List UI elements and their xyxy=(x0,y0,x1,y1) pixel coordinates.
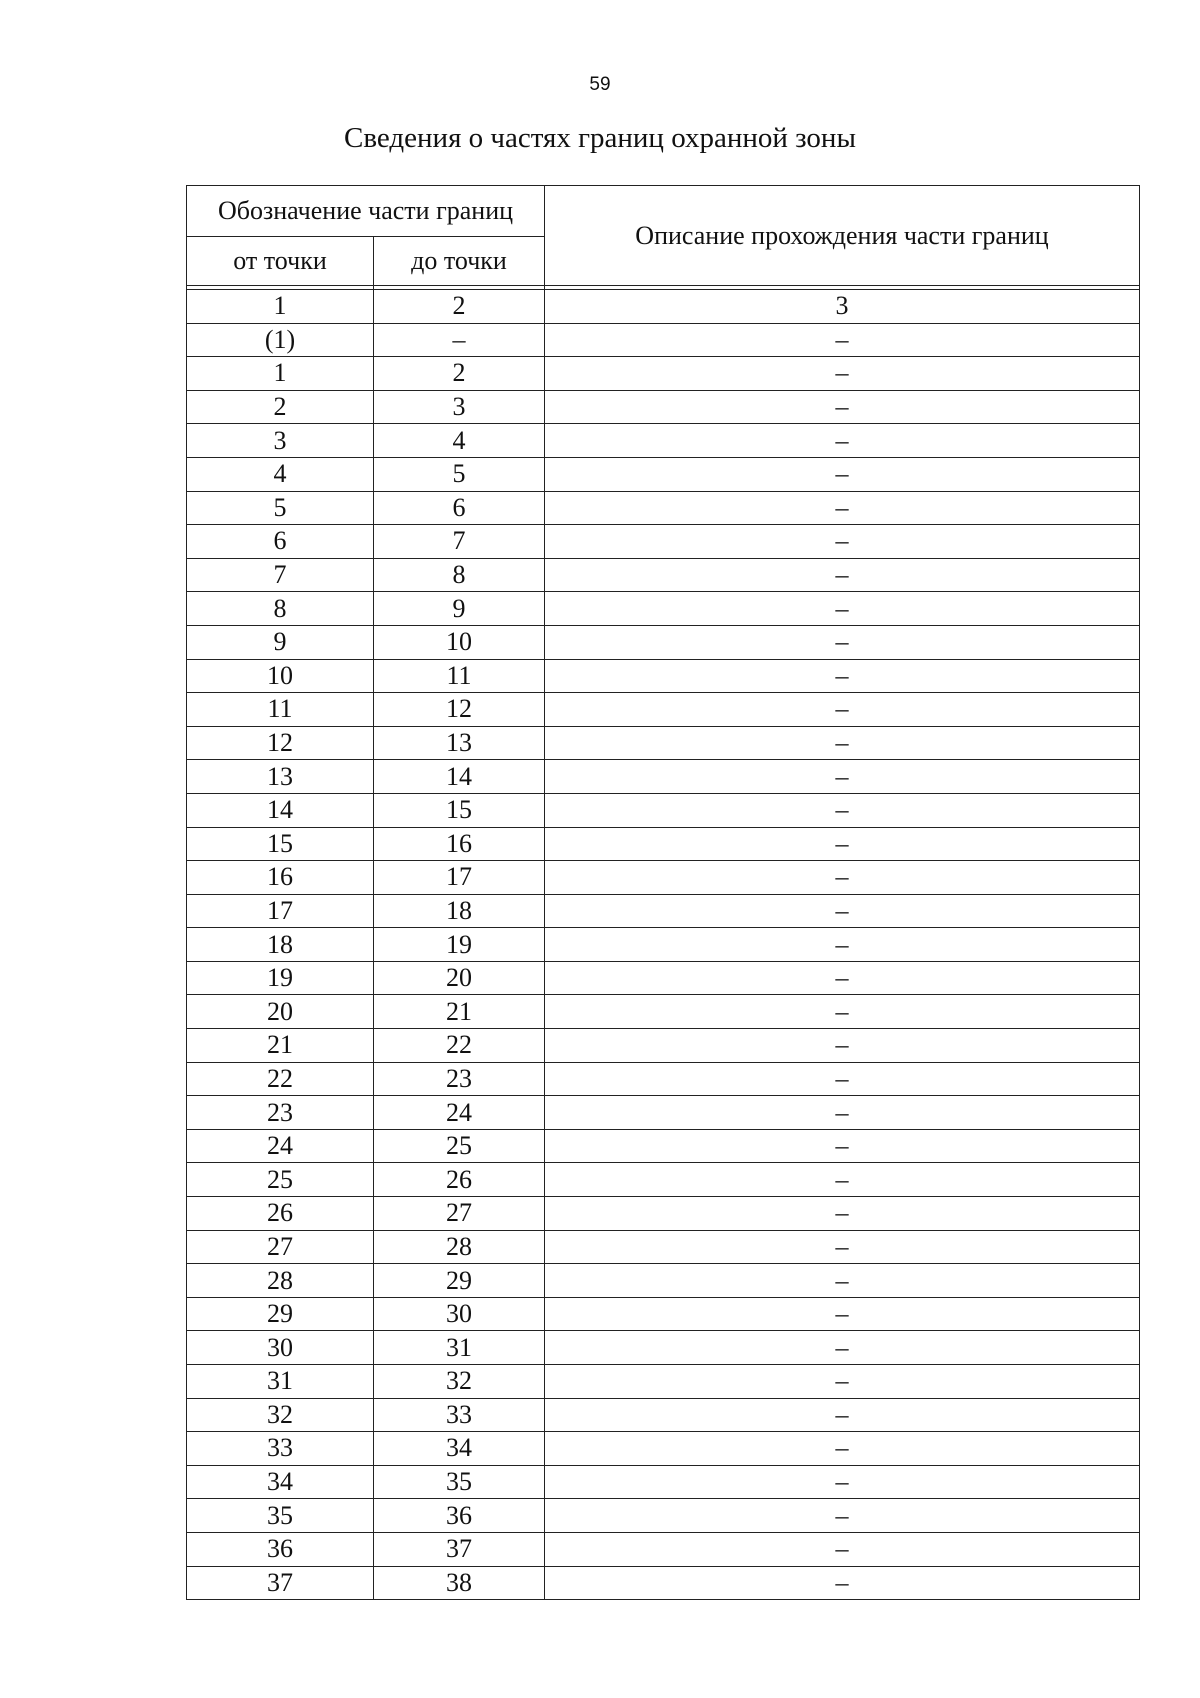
cell-from-point: 22 xyxy=(187,1062,374,1096)
cell-from-point: 36 xyxy=(187,1532,374,1566)
cell-from-point: 10 xyxy=(187,659,374,693)
cell-description: – xyxy=(545,928,1140,962)
cell-from-point: 33 xyxy=(187,1432,374,1466)
cell-to-point: 38 xyxy=(374,1566,545,1600)
header-from-point: от точки xyxy=(187,237,374,286)
table-row xyxy=(187,1398,1140,1432)
cell-from-point: 17 xyxy=(187,894,374,928)
table-row xyxy=(187,659,1140,693)
cell-to-point: 33 xyxy=(374,1398,545,1432)
cell-to-point: 19 xyxy=(374,928,545,962)
cell-description: – xyxy=(545,357,1140,391)
cell-from-point: (1) xyxy=(187,323,374,357)
table-row xyxy=(187,1499,1140,1533)
cell-description: – xyxy=(545,1365,1140,1399)
header-to-point: до точки xyxy=(374,237,545,286)
cell-to-point: 10 xyxy=(374,625,545,659)
table-row xyxy=(187,1566,1140,1600)
cell-to-point: 18 xyxy=(374,894,545,928)
cell-to-point: 36 xyxy=(374,1499,545,1533)
cell-from-point: 1 xyxy=(187,290,374,324)
cell-from-point: 20 xyxy=(187,995,374,1029)
cell-to-point: 15 xyxy=(374,793,545,827)
table-row xyxy=(187,424,1140,458)
cell-description: – xyxy=(545,1096,1140,1130)
cell-to-point: 8 xyxy=(374,558,545,592)
table-row xyxy=(187,1062,1140,1096)
table-row xyxy=(187,357,1140,391)
cell-to-point: 34 xyxy=(374,1432,545,1466)
cell-from-point: 28 xyxy=(187,1264,374,1298)
table-row xyxy=(187,1297,1140,1331)
cell-from-point: 4 xyxy=(187,457,374,491)
cell-description: – xyxy=(545,995,1140,1029)
cell-to-point: 12 xyxy=(374,693,545,727)
table-row xyxy=(187,1532,1140,1566)
table-row xyxy=(187,928,1140,962)
cell-from-point: 25 xyxy=(187,1163,374,1197)
cell-description: – xyxy=(545,961,1140,995)
cell-from-point: 35 xyxy=(187,1499,374,1533)
table-row xyxy=(187,1365,1140,1399)
cell-from-point: 6 xyxy=(187,525,374,559)
table-row xyxy=(187,525,1140,559)
cell-description: – xyxy=(545,323,1140,357)
cell-description: – xyxy=(545,1129,1140,1163)
cell-to-point: 31 xyxy=(374,1331,545,1365)
cell-to-point: 17 xyxy=(374,861,545,895)
table-row xyxy=(187,290,1140,324)
header-boundary-part-designation: Обозначение части границ xyxy=(187,186,545,237)
cell-from-point: 9 xyxy=(187,625,374,659)
cell-from-point: 3 xyxy=(187,424,374,458)
cell-from-point: 31 xyxy=(187,1365,374,1399)
cell-description: – xyxy=(545,760,1140,794)
cell-from-point: 37 xyxy=(187,1566,374,1600)
cell-description: – xyxy=(545,1264,1140,1298)
cell-to-point: 2 xyxy=(374,357,545,391)
table-row xyxy=(187,1163,1140,1197)
table-row xyxy=(187,390,1140,424)
cell-to-point: 5 xyxy=(374,457,545,491)
table-row xyxy=(187,1197,1140,1231)
cell-to-point: 2 xyxy=(374,290,545,324)
cell-from-point: 12 xyxy=(187,726,374,760)
table-row xyxy=(187,726,1140,760)
table-row xyxy=(187,491,1140,525)
cell-from-point: 23 xyxy=(187,1096,374,1130)
cell-to-point: 7 xyxy=(374,525,545,559)
cell-to-point: 13 xyxy=(374,726,545,760)
cell-description: – xyxy=(545,1230,1140,1264)
boundary-parts-table xyxy=(186,185,1140,1600)
cell-from-point: 15 xyxy=(187,827,374,861)
table-row xyxy=(187,793,1140,827)
cell-from-point: 14 xyxy=(187,793,374,827)
cell-from-point: 16 xyxy=(187,861,374,895)
table-row xyxy=(187,1264,1140,1298)
cell-to-point: – xyxy=(374,323,545,357)
cell-to-point: 11 xyxy=(374,659,545,693)
cell-to-point: 30 xyxy=(374,1297,545,1331)
cell-description: – xyxy=(545,1432,1140,1466)
document-title: Сведения о частях границ охранной зоны xyxy=(344,122,856,154)
cell-to-point: 14 xyxy=(374,760,545,794)
cell-description: – xyxy=(545,1029,1140,1063)
table-row xyxy=(187,760,1140,794)
cell-description: – xyxy=(545,424,1140,458)
cell-description: – xyxy=(545,1062,1140,1096)
cell-from-point: 19 xyxy=(187,961,374,995)
page-number: 59 xyxy=(589,74,611,95)
table-row xyxy=(187,625,1140,659)
cell-to-point: 32 xyxy=(374,1365,545,1399)
cell-description: – xyxy=(545,1297,1140,1331)
cell-to-point: 28 xyxy=(374,1230,545,1264)
cell-description: – xyxy=(545,1163,1140,1197)
cell-description: – xyxy=(545,1398,1140,1432)
cell-to-point: 23 xyxy=(374,1062,545,1096)
cell-from-point: 13 xyxy=(187,760,374,794)
table-body xyxy=(187,290,1140,1600)
cell-from-point: 24 xyxy=(187,1129,374,1163)
cell-to-point: 25 xyxy=(374,1129,545,1163)
cell-from-point: 11 xyxy=(187,693,374,727)
cell-description: – xyxy=(545,1331,1140,1365)
cell-to-point: 9 xyxy=(374,592,545,626)
cell-description: – xyxy=(545,592,1140,626)
cell-description: – xyxy=(545,558,1140,592)
cell-description: – xyxy=(545,1465,1140,1499)
cell-to-point: 27 xyxy=(374,1197,545,1231)
table-row xyxy=(187,1029,1140,1063)
table-row xyxy=(187,827,1140,861)
cell-from-point: 34 xyxy=(187,1465,374,1499)
table-row xyxy=(187,1465,1140,1499)
cell-from-point: 8 xyxy=(187,592,374,626)
cell-description: 3 xyxy=(545,290,1140,324)
cell-from-point: 21 xyxy=(187,1029,374,1063)
table-row xyxy=(187,592,1140,626)
cell-to-point: 22 xyxy=(374,1029,545,1063)
table-row xyxy=(187,558,1140,592)
cell-from-point: 29 xyxy=(187,1297,374,1331)
cell-description: – xyxy=(545,1197,1140,1231)
cell-to-point: 20 xyxy=(374,961,545,995)
cell-description: – xyxy=(545,457,1140,491)
cell-description: – xyxy=(545,390,1140,424)
header-boundary-description: Описание прохождения части границ xyxy=(545,186,1140,286)
cell-description: – xyxy=(545,726,1140,760)
cell-description: – xyxy=(545,861,1140,895)
cell-to-point: 6 xyxy=(374,491,545,525)
cell-description: – xyxy=(545,491,1140,525)
cell-to-point: 16 xyxy=(374,827,545,861)
table-row xyxy=(187,1230,1140,1264)
cell-description: – xyxy=(545,625,1140,659)
cell-description: – xyxy=(545,894,1140,928)
cell-description: – xyxy=(545,827,1140,861)
table-row xyxy=(187,1129,1140,1163)
cell-description: – xyxy=(545,693,1140,727)
cell-description: – xyxy=(545,1532,1140,1566)
table-row xyxy=(187,961,1140,995)
cell-to-point: 37 xyxy=(374,1532,545,1566)
table-row xyxy=(187,1331,1140,1365)
table-row xyxy=(187,995,1140,1029)
table-row xyxy=(187,1096,1140,1130)
table-row xyxy=(187,861,1140,895)
table-header xyxy=(187,186,1140,290)
table-row xyxy=(187,1432,1140,1466)
cell-from-point: 26 xyxy=(187,1197,374,1231)
cell-from-point: 1 xyxy=(187,357,374,391)
cell-to-point: 35 xyxy=(374,1465,545,1499)
cell-from-point: 32 xyxy=(187,1398,374,1432)
table-row xyxy=(187,894,1140,928)
cell-to-point: 21 xyxy=(374,995,545,1029)
cell-to-point: 4 xyxy=(374,424,545,458)
cell-from-point: 2 xyxy=(187,390,374,424)
cell-from-point: 5 xyxy=(187,491,374,525)
cell-description: – xyxy=(545,659,1140,693)
cell-description: – xyxy=(545,793,1140,827)
cell-to-point: 26 xyxy=(374,1163,545,1197)
cell-to-point: 24 xyxy=(374,1096,545,1130)
cell-from-point: 27 xyxy=(187,1230,374,1264)
table-row xyxy=(187,457,1140,491)
table-row xyxy=(187,693,1140,727)
cell-from-point: 30 xyxy=(187,1331,374,1365)
cell-description: – xyxy=(545,1499,1140,1533)
cell-to-point: 29 xyxy=(374,1264,545,1298)
cell-description: – xyxy=(545,525,1140,559)
table-row xyxy=(187,323,1140,357)
cell-to-point: 3 xyxy=(374,390,545,424)
cell-from-point: 18 xyxy=(187,928,374,962)
cell-from-point: 7 xyxy=(187,558,374,592)
cell-description: – xyxy=(545,1566,1140,1600)
